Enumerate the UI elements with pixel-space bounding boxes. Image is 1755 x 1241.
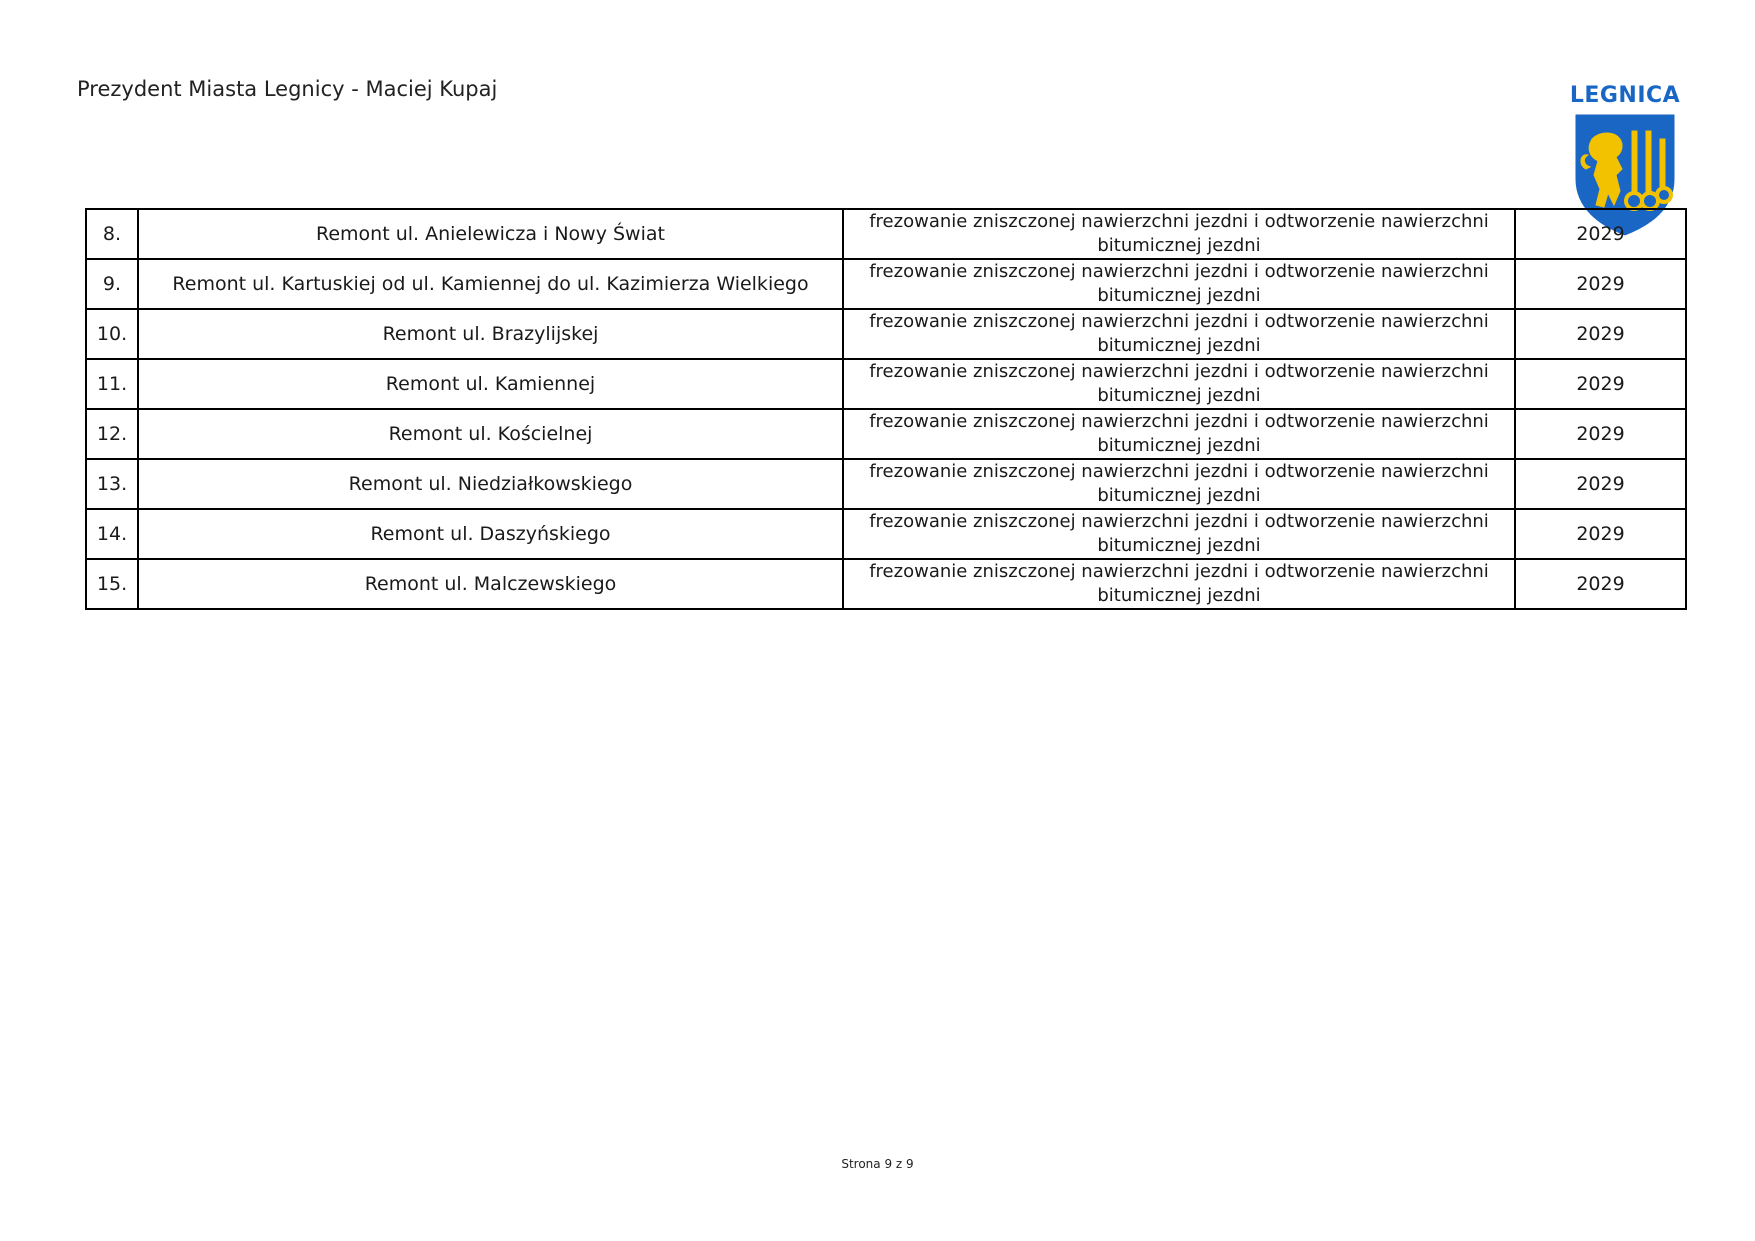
task-description: frezowanie zniszczonej nawierzchni jezdni i odtworzenie nawierzchni bitumicznej jezdni bbox=[843, 559, 1515, 609]
task-description: frezowanie zniszczonej nawierzchni jezdni i odtworzenie nawierzchni bitumicznej jezdni bbox=[843, 309, 1515, 359]
task-description: frezowanie zniszczonej nawierzchni jezdni i odtworzenie nawierzchni bitumicznej jezdni bbox=[843, 409, 1515, 459]
task-name: Remont ul. Anielewicza i Nowy Świat bbox=[138, 209, 843, 259]
row-number: 11. bbox=[86, 359, 138, 409]
task-description: frezowanie zniszczonej nawierzchni jezdni i odtworzenie nawierzchni bitumicznej jezdni bbox=[843, 259, 1515, 309]
task-name: Remont ul. Niedziałkowskiego bbox=[138, 459, 843, 509]
task-name: Remont ul. Kartuskiej od ul. Kamiennej do ul. Kazimierza Wielkiego bbox=[138, 259, 843, 309]
task-year: 2029 bbox=[1515, 509, 1686, 559]
table-row bbox=[86, 309, 1686, 359]
table-row bbox=[86, 459, 1686, 509]
row-number: 12. bbox=[86, 409, 138, 459]
table-row bbox=[86, 359, 1686, 409]
task-year: 2029 bbox=[1515, 259, 1686, 309]
task-name: Remont ul. Daszyńskiego bbox=[138, 509, 843, 559]
row-number: 9. bbox=[86, 259, 138, 309]
task-year: 2029 bbox=[1515, 209, 1686, 259]
table-row bbox=[86, 209, 1686, 259]
table-row bbox=[86, 559, 1686, 609]
table-row bbox=[86, 409, 1686, 459]
task-description: frezowanie zniszczonej nawierzchni jezdni i odtworzenie nawierzchni bitumicznej jezdni bbox=[843, 509, 1515, 559]
task-year: 2029 bbox=[1515, 409, 1686, 459]
row-number: 13. bbox=[86, 459, 138, 509]
table-row bbox=[86, 509, 1686, 559]
row-number: 15. bbox=[86, 559, 138, 609]
task-year: 2029 bbox=[1515, 309, 1686, 359]
task-description: frezowanie zniszczonej nawierzchni jezdni i odtworzenie nawierzchni bitumicznej jezdni bbox=[843, 459, 1515, 509]
task-name: Remont ul. Kościelnej bbox=[138, 409, 843, 459]
row-number: 14. bbox=[86, 509, 138, 559]
task-name: Remont ul. Malczewskiego bbox=[138, 559, 843, 609]
task-description: frezowanie zniszczonej nawierzchni jezdni i odtworzenie nawierzchni bitumicznej jezdni bbox=[843, 209, 1515, 259]
row-number: 10. bbox=[86, 309, 138, 359]
row-number: 8. bbox=[86, 209, 138, 259]
task-year: 2029 bbox=[1515, 359, 1686, 409]
logo-wordmark: LEGNICA bbox=[1569, 83, 1681, 108]
table-row bbox=[86, 259, 1686, 309]
task-year: 2029 bbox=[1515, 559, 1686, 609]
investment-table bbox=[85, 208, 1687, 610]
page-number: Strona 9 z 9 bbox=[841, 1157, 914, 1171]
task-name: Remont ul. Kamiennej bbox=[138, 359, 843, 409]
task-year: 2029 bbox=[1515, 459, 1686, 509]
task-description: frezowanie zniszczonej nawierzchni jezdni i odtworzenie nawierzchni bitumicznej jezdni bbox=[843, 359, 1515, 409]
task-name: Remont ul. Brazylijskej bbox=[138, 309, 843, 359]
document-header-title: Prezydent Miasta Legnicy - Maciej Kupaj bbox=[77, 77, 498, 101]
